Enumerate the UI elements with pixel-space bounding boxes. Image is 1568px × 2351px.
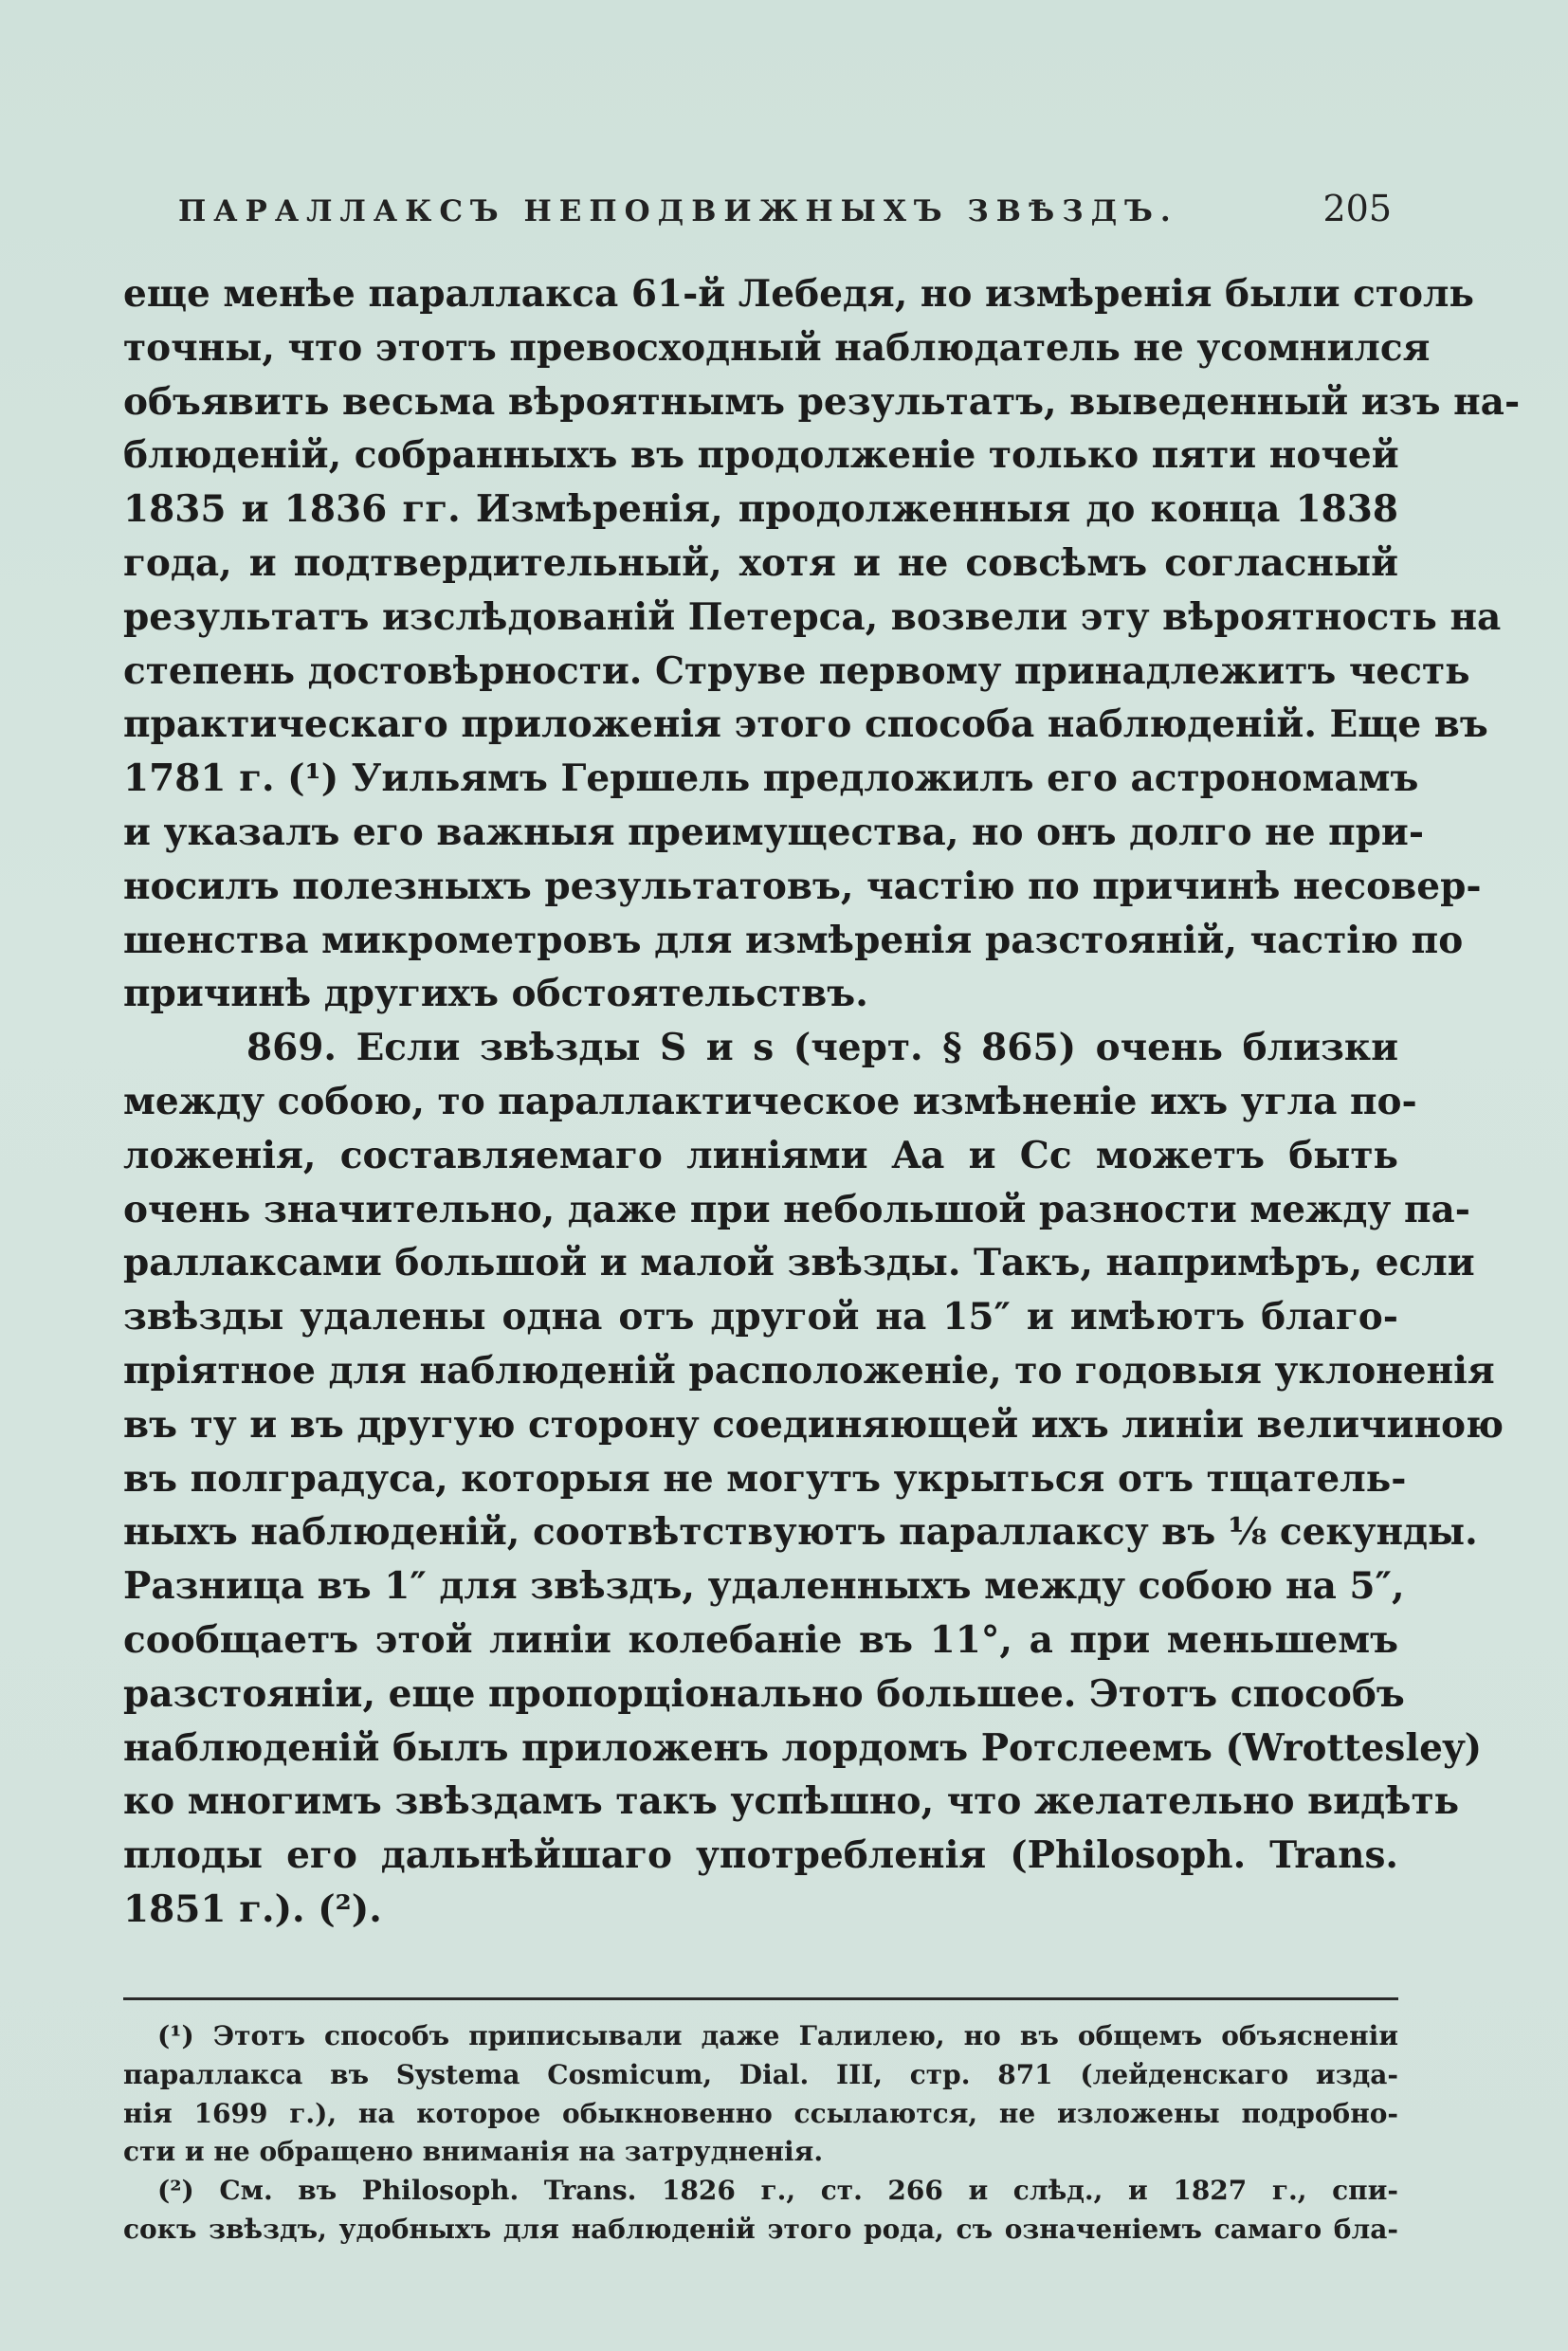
footnote-line: нія 1699 г.), на которое обыкновенно ссылаются, не изложены подробно- (123, 2097, 1398, 2129)
text-line: и указалъ его важныя преимущества, но онъ долго не при- (123, 810, 1425, 854)
text-line: звѣзды удалены одна отъ другой на 15″ и имѣютъ благо- (123, 1295, 1398, 1340)
text-line: пріятное для наблюденій расположеніе, то годовыя уклоненія (123, 1348, 1495, 1393)
running-title: ПАРАЛЛАКСЪ НЕПОДВИЖНЫХЪ ЗВѢЗДЪ. (178, 194, 1178, 228)
main-text (123, 267, 1521, 1937)
text-line: точны, что этотъ превосходный наблюдатель не усомнился (123, 325, 1431, 370)
text-line: между собою, то параллактическое измѣненіе ихъ угла по- (123, 1079, 1417, 1123)
text-line: года, и подтвердительный, хотя и не совсѣмъ согласный (123, 540, 1398, 585)
text-line: 1851 г.). (²). (123, 1886, 382, 1931)
text-line: результатъ изслѣдованій Петерса, возвели эту вѣроятность на (123, 594, 1502, 639)
text-line: носилъ полезныхъ результатовъ, частію по причинѣ несовер- (123, 864, 1482, 908)
footnote-line: сти и не обращено вниманія на затрудненія. (123, 2136, 824, 2168)
text-line: сообщаетъ этой линіи колебаніе въ 11°, а при меньшемъ (123, 1617, 1398, 1662)
text-line: ныхъ наблюденій, соотвѣтствуютъ параллаксу въ ⅛ секунды. (123, 1510, 1478, 1555)
footnote-2: (²) См. въ Philosoph. Trans. 1826 г., ст. 266 и слѣд., и 1827 г., спи- (157, 2175, 1398, 2207)
text-line: ложенія, составляемаго линіями Aa и Cc можетъ быть (123, 1133, 1398, 1177)
text-line: блюденій, собранныхъ въ продолженіе только пяти ночей (123, 433, 1399, 478)
text-line: въ полградуса, которыя не могутъ укрыться отъ тщатель- (123, 1456, 1407, 1501)
text-line: еще менѣе параллакса 61-й Лебедя, но измѣренія были столь (123, 272, 1474, 316)
text-line: въ ту и въ другую сторону соединяющей ихъ линіи величиною (123, 1402, 1504, 1447)
text-line: 1835 и 1836 гг. Измѣренія, продолженныя до конца 1838 (123, 487, 1398, 532)
footnote-line: сокъ звѣздъ, удобныхъ для наблюденій этого рода, съ означеніемъ самаго бла- (123, 2213, 1398, 2245)
text-line: 1781 г. (¹) Уильямъ Гершель предложилъ его астрономамъ (123, 756, 1419, 801)
footnote-divider (123, 1997, 1398, 2000)
section-869-start: 869. Если звѣзды S и s (черт. § 865) очень близки (246, 1026, 1398, 1070)
text-line: объявить весьма вѣроятнымъ результатъ, выведенный изъ на- (123, 379, 1521, 424)
text-line: очень значительно, даже при небольшой разности между па- (123, 1187, 1470, 1231)
footnote-line: параллакса въ Systema Cosmicum, Dial. III, стр. 871 (лейденскаго изда- (123, 2058, 1398, 2090)
footnote-1: (¹) Этотъ способъ приписывали даже Галилею, но въ общемъ объясненіи (157, 2020, 1398, 2051)
text-line: Разница въ 1″ для звѣздъ, удаленныхъ между собою на 5″, (123, 1564, 1405, 1609)
text-line: наблюденій былъ приложенъ лордомъ Ротслеемъ (Wrottesley) (123, 1725, 1483, 1770)
text-line: ко многимъ звѣздамъ такъ успѣшно, что желательно видѣть (123, 1779, 1460, 1824)
footnotes (123, 2017, 1398, 2250)
text-line: плоды его дальнѣйшаго употребленія (Philosoph. Trans. (123, 1833, 1398, 1878)
text-line: причинѣ другихъ обстоятельствъ. (123, 972, 868, 1016)
text-line: разстояніи, еще пропорціонально большее. Этотъ способъ (123, 1671, 1405, 1716)
text-line: раллаксами большой и малой звѣзды. Такъ, напримѣръ, если (123, 1241, 1475, 1285)
text-line: практическаго приложенія этого способа наблюденій. Еще въ (123, 702, 1488, 747)
page-number: 205 (1322, 188, 1392, 229)
running-header (178, 188, 1392, 235)
text-line: степень достовѣрности. Струве первому принадлежитъ честь (123, 648, 1470, 693)
text-line: шенства микрометровъ для измѣренія разстояній, частію по (123, 918, 1464, 962)
